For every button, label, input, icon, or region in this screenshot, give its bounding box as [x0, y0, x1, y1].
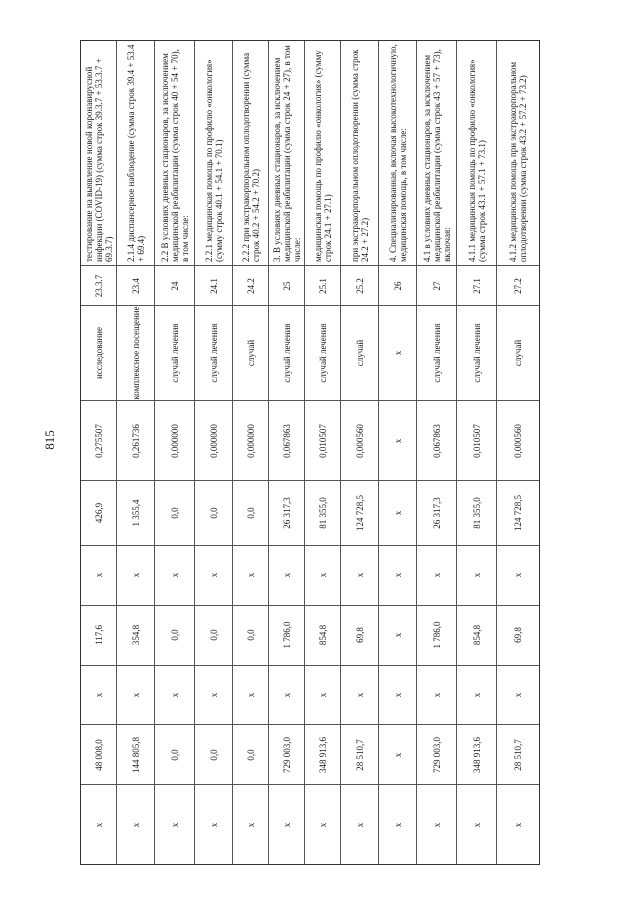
cell-text: 24.1	[208, 278, 219, 294]
cell-text: случай лечения	[471, 323, 482, 383]
cell-text: x	[93, 572, 104, 578]
cell-text: x	[431, 692, 442, 698]
cell-text: 69,8	[513, 627, 523, 643]
cell-text: 117,6	[93, 625, 104, 646]
cell-text: x	[130, 822, 141, 827]
table-cell-unit	[341, 305, 378, 400]
cell-text: 124 728,5	[513, 494, 523, 531]
table-cell-c7	[195, 665, 232, 725]
table-cell-name	[269, 41, 304, 265]
table-row	[269, 41, 305, 864]
table-row	[81, 41, 117, 864]
cell-text: 854,8	[471, 624, 482, 646]
table-cell-norm	[195, 400, 232, 480]
table-cell-c8	[117, 724, 154, 784]
table-cell-c6	[195, 605, 232, 665]
table-cell-cost	[195, 480, 232, 545]
table-cell-c5	[233, 545, 268, 605]
cell-text: x	[392, 438, 403, 443]
cell-text: 1 786,0	[281, 621, 292, 649]
cell-text: 0,067863	[281, 423, 292, 458]
table-row	[233, 41, 269, 864]
cell-text: x	[471, 692, 482, 698]
cell-text: x	[392, 572, 403, 578]
table-cell-cost	[417, 480, 456, 545]
table-cell-unit	[155, 305, 194, 400]
table-cell-c5	[81, 545, 116, 605]
table-cell-c6	[457, 605, 496, 665]
table-cell-c5	[417, 545, 456, 605]
table-cell-code	[81, 265, 116, 305]
cell-text: x	[354, 822, 365, 827]
table-cell-cost	[379, 480, 416, 545]
cell-text: 28 510,7	[354, 739, 365, 771]
cell-text: 26	[392, 281, 403, 291]
table-cell-c6	[81, 605, 116, 665]
cell-text: x	[281, 572, 292, 578]
cell-text: 348 913,6	[471, 736, 482, 773]
table-cell-cost	[117, 480, 154, 545]
table-cell-code	[155, 265, 194, 305]
table-cell-c5	[117, 545, 154, 605]
table-cell-c8	[81, 724, 116, 784]
table-cell-c6	[341, 605, 378, 665]
table-cell-norm	[341, 400, 378, 480]
table-cell-unit	[81, 305, 116, 400]
table-cell-norm	[379, 400, 416, 480]
cell-text: x	[471, 572, 482, 578]
table-cell-c9	[269, 784, 304, 864]
table-cell-c9	[195, 784, 232, 864]
cell-text: x	[281, 692, 292, 698]
table-cell-name	[81, 41, 116, 265]
data-table	[80, 40, 540, 865]
table-cell-c5	[269, 545, 304, 605]
cell-text: x	[93, 692, 104, 698]
table-cell-c7	[117, 665, 154, 725]
table-cell-c7	[417, 665, 456, 725]
cell-text: 0,261736	[130, 423, 141, 458]
table-cell-c9	[497, 784, 539, 864]
table-cell-c7	[233, 665, 268, 725]
table-cell-c8	[457, 724, 496, 784]
table-cell-name	[155, 41, 194, 265]
cell-text: 2.1.4 диспансерное наблюдение (сумма строк 39.4 + 53.4 + 69.4)	[125, 44, 146, 263]
table-cell-name	[117, 41, 154, 265]
table-cell-c8	[417, 724, 456, 784]
table-cell-unit	[233, 305, 268, 400]
cell-text: x	[130, 692, 141, 698]
table-cell-c8	[305, 724, 340, 784]
table-cell-cost	[457, 480, 496, 545]
cell-text: 1 786,0	[431, 621, 442, 649]
cell-text: x	[392, 510, 403, 516]
cell-text: случай лечения	[431, 323, 442, 383]
cell-text: x	[208, 822, 219, 827]
table-cell-c8	[155, 724, 194, 784]
table-cell-code	[233, 265, 268, 305]
table-cell-c5	[155, 545, 194, 605]
table-cell-c9	[117, 784, 154, 864]
cell-text: 0,0	[169, 507, 180, 519]
cell-text: 124 728,5	[354, 494, 365, 531]
cell-text: 4. Специализированная, включая высокотехнологичную, медицинская помощь, в том числе:	[387, 44, 408, 263]
table-cell-c6	[117, 605, 154, 665]
table-cell-c7	[305, 665, 340, 725]
table-row	[457, 41, 497, 864]
table-cell-cost	[497, 480, 539, 545]
cell-text: 25.2	[354, 278, 365, 294]
cell-text: x	[245, 572, 256, 578]
table-cell-c9	[457, 784, 496, 864]
cell-text: x	[169, 692, 180, 698]
table-cell-c5	[305, 545, 340, 605]
cell-text: x	[431, 572, 442, 578]
cell-text: случай лечения	[169, 323, 180, 383]
table-cell-c6	[417, 605, 456, 665]
table-cell-cost	[233, 480, 268, 545]
cell-text: 0,0	[208, 507, 219, 519]
table-cell-c5	[457, 545, 496, 605]
table-cell-c9	[155, 784, 194, 864]
table-row	[379, 41, 417, 864]
table-cell-c9	[417, 784, 456, 864]
table-cell-norm	[233, 400, 268, 480]
cell-text: x	[208, 692, 219, 698]
cell-text: 354,8	[130, 624, 141, 646]
table-cell-c9	[341, 784, 378, 864]
table-cell-code	[305, 265, 340, 305]
cell-text: случай	[354, 340, 365, 367]
cell-text: 729 003,0	[431, 736, 442, 773]
table-cell-c5	[341, 545, 378, 605]
table-cell-code	[497, 265, 539, 305]
cell-text: 2.2.1 медицинская помощь по профилю «онкология» (сумму строк 40.1 + 54.1 + 70.1)	[203, 59, 224, 263]
cell-text: случай лечения	[208, 323, 219, 383]
cell-text: 854,8	[317, 624, 328, 646]
table-cell-c6	[379, 605, 416, 665]
cell-text: 0,000000	[169, 423, 180, 458]
cell-text: 0,067863	[431, 423, 442, 458]
cell-text: случай лечения	[281, 323, 292, 383]
cell-text: 729 003,0	[281, 736, 292, 773]
cell-text: случай лечения	[317, 323, 328, 383]
cell-text: случай	[245, 340, 256, 367]
cell-text: 0,0	[245, 749, 256, 761]
table-cell-c8	[341, 724, 378, 784]
cell-text: x	[513, 822, 523, 827]
table-cell-cost	[155, 480, 194, 545]
cell-text: 81 355,0	[317, 497, 328, 529]
table-cell-cost	[341, 480, 378, 545]
table-cell-cost	[81, 480, 116, 545]
table-cell-norm	[81, 400, 116, 480]
cell-text: 28 510,7	[513, 739, 523, 771]
cell-text: x	[471, 822, 482, 827]
table-cell-c9	[305, 784, 340, 864]
table-cell-unit	[457, 305, 496, 400]
cell-text: 0,275507	[93, 423, 104, 458]
table-cell-c6	[233, 605, 268, 665]
table-cell-c7	[269, 665, 304, 725]
cell-text: 23.4	[130, 278, 141, 294]
cell-text: x	[245, 692, 256, 698]
table-cell-unit	[379, 305, 416, 400]
cell-text: 0,010507	[471, 423, 482, 458]
cell-text: x	[317, 692, 328, 698]
cell-text: 2.2.2 при экстракорпоральном оплодотворении (сумма строк 40.2 + 54.2 + 70.2)	[240, 53, 261, 263]
table-cell-unit	[417, 305, 456, 400]
table-cell-unit	[497, 305, 539, 400]
cell-text: 24	[169, 281, 180, 291]
cell-text: x	[208, 572, 219, 578]
cell-text: 0,0	[169, 749, 180, 761]
cell-text: x	[392, 692, 403, 698]
table-cell-code	[457, 265, 496, 305]
cell-text: 4.1 в условиях дневных стационаров, за исключением медицинской реабилитации (сумма строк 43 + 57 + 73), включая:	[421, 49, 452, 263]
cell-text: 69,8	[354, 627, 365, 643]
cell-text: 0,000000	[245, 423, 256, 458]
table-cell-name	[233, 41, 268, 265]
cell-text: x	[317, 572, 328, 578]
cell-text: случай	[513, 340, 523, 367]
table-row	[305, 41, 341, 864]
cell-text: x	[281, 822, 292, 827]
cell-text: 48 008,0	[93, 739, 104, 771]
cell-text: 0,0	[208, 749, 219, 761]
table-cell-c7	[341, 665, 378, 725]
cell-text: x	[513, 692, 523, 698]
table-cell-name	[341, 41, 378, 265]
cell-text: x	[392, 752, 403, 758]
cell-text: x	[130, 572, 141, 578]
table-cell-c6	[497, 605, 539, 665]
cell-text: 23.3.7	[93, 274, 104, 298]
table-cell-c8	[497, 724, 539, 784]
cell-text: 27.1	[471, 278, 482, 294]
table-cell-norm	[417, 400, 456, 480]
table-cell-c6	[305, 605, 340, 665]
cell-text: x	[317, 822, 328, 827]
cell-text: 25.1	[317, 278, 328, 294]
cell-text: при экстракорпоральном оплодотворении (сумма строк 24.2 + 27.2)	[349, 49, 370, 263]
table-cell-code	[117, 265, 154, 305]
table-cell-unit	[195, 305, 232, 400]
table-cell-cost	[305, 480, 340, 545]
table-row	[417, 41, 457, 864]
table-cell-name	[195, 41, 232, 265]
cell-text: 0,0	[208, 629, 219, 641]
table-cell-c7	[155, 665, 194, 725]
table-cell-code	[195, 265, 232, 305]
cell-text: комплексное посещение	[130, 306, 141, 400]
table-cell-name	[305, 41, 340, 265]
table-cell-name	[417, 41, 456, 265]
table-cell-name	[379, 41, 416, 265]
cell-text: 81 355,0	[471, 497, 482, 529]
table-cell-name	[497, 41, 539, 265]
table-cell-code	[341, 265, 378, 305]
table-cell-norm	[269, 400, 304, 480]
table-cell-unit	[305, 305, 340, 400]
cell-text: 4.1.2 медицинская помощь при экстракорпоральном оплодотворении (сумма строк 43.2 + 57.2 + 73.2)	[508, 62, 528, 263]
table-cell-norm	[117, 400, 154, 480]
table-cell-c5	[379, 545, 416, 605]
table-cell-unit	[269, 305, 304, 400]
table-cell-name	[457, 41, 496, 265]
cell-text: тестирование на выявление новой коронавирусной инфекции (COVID-19) (сумма строк 39.3.7 + 53.3.7 + 69.3.7)	[83, 58, 114, 263]
table-cell-c8	[195, 724, 232, 784]
cell-text: 1 355,4	[130, 499, 141, 527]
table-cell-code	[379, 265, 416, 305]
table-cell-norm	[457, 400, 496, 480]
cell-text: 0,000560	[354, 423, 365, 458]
table-cell-code	[417, 265, 456, 305]
table-cell-c5	[195, 545, 232, 605]
table-row	[117, 41, 155, 864]
cell-text: 0,000560	[513, 423, 523, 458]
table-cell-c8	[379, 724, 416, 784]
cell-text: x	[513, 572, 523, 578]
cell-text: 3. В условиях дневных стационаров, за исключением медицинской реабилитации (сумма строк 24 + 27), в том числе:	[271, 45, 302, 263]
cell-text: 27	[431, 281, 442, 291]
table-cell-c7	[81, 665, 116, 725]
cell-text: 25	[281, 281, 292, 291]
cell-text: 2.2 В условиях дневных стационаров, за исключением медицинской реабилитации (сумма строк 40 + 54 + 70), в том числе:	[159, 49, 190, 263]
cell-text: медицинская помощь по профилю «онкология» (сумму строк 24.1 + 27.1)	[312, 50, 333, 263]
cell-text: 26 317,3	[281, 497, 292, 529]
cell-text: x	[245, 822, 256, 827]
table-row	[341, 41, 379, 864]
cell-text: 0,0	[245, 507, 256, 519]
table-cell-code	[269, 265, 304, 305]
cell-text: x	[354, 572, 365, 578]
cell-text: x	[392, 350, 403, 356]
table-row	[195, 41, 233, 864]
page-number	[40, 425, 60, 455]
table-row	[497, 41, 539, 864]
table-cell-unit	[117, 305, 154, 400]
cell-text: 24.2	[245, 278, 256, 294]
cell-text: x	[431, 822, 442, 827]
cell-text: 0,0	[169, 629, 180, 641]
cell-text: 348 913,6	[317, 736, 328, 773]
table-cell-c8	[269, 724, 304, 784]
cell-text: 0,010507	[317, 423, 328, 458]
cell-text: x	[169, 572, 180, 578]
cell-text: 27.2	[513, 278, 523, 294]
table-cell-c6	[269, 605, 304, 665]
table-cell-c5	[497, 545, 539, 605]
cell-text: x	[392, 822, 403, 827]
cell-text: x	[354, 692, 365, 698]
table-cell-c9	[379, 784, 416, 864]
table-cell-c7	[457, 665, 496, 725]
table-cell-c9	[81, 784, 116, 864]
cell-text: 4.1.1 медицинская помощь по профилю «онкология» (сумма строк 43.1 + 57.1 + 73.1)	[466, 59, 487, 263]
table-cell-norm	[155, 400, 194, 480]
cell-text: 26 317,3	[431, 497, 442, 529]
page-number-text: 815	[42, 430, 57, 450]
cell-text: исследование	[93, 327, 104, 380]
table-cell-norm	[497, 400, 539, 480]
cell-text: 426,9	[93, 502, 104, 523]
cell-text: 144 805,8	[130, 736, 141, 773]
table-cell-c9	[233, 784, 268, 864]
table-cell-c7	[497, 665, 539, 725]
cell-text: x	[392, 632, 403, 638]
table-cell-c6	[155, 605, 194, 665]
cell-text: 0,0	[245, 629, 256, 641]
table-cell-norm	[305, 400, 340, 480]
cell-text: x	[169, 822, 180, 827]
table-cell-c8	[233, 724, 268, 784]
cell-text: 0,000000	[208, 423, 219, 458]
table-row	[155, 41, 195, 864]
cell-text: x	[93, 822, 104, 827]
table-cell-cost	[269, 480, 304, 545]
table-cell-c7	[379, 665, 416, 725]
